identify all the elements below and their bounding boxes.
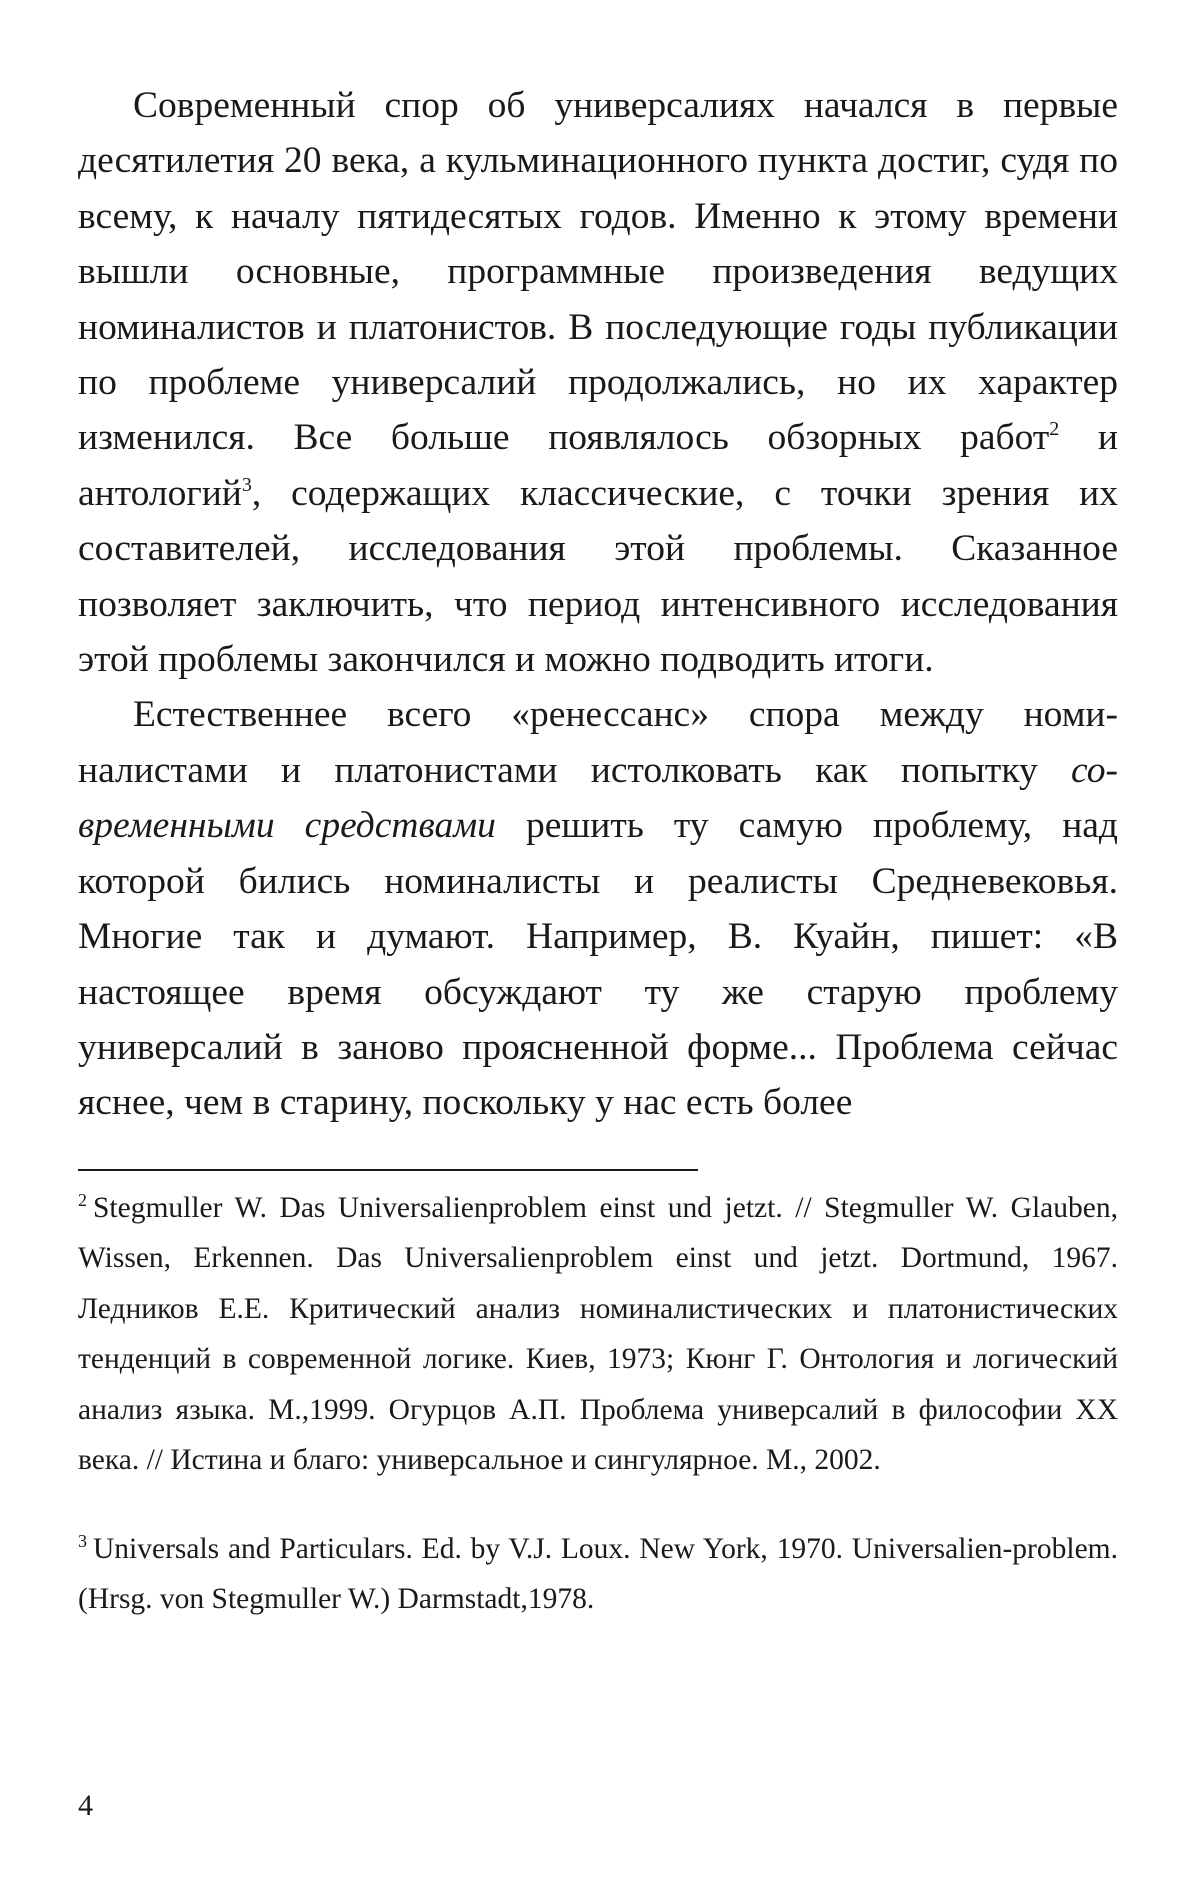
paragraph-2-text: Естественнее всего «ренессанс» спора между номиналистами и платонистами истолковать как попытку [78,694,1118,791]
footnote-3-text: Universals and Particulars. Ed. by V.J. Loux. New York, 1970. Universalien-problem. (Hrsg. von Stegmuller W.) Darmstadt,1978. [78,1532,1118,1616]
footnote-3 [78,1524,1118,1625]
body-text [78,78,1118,1131]
page [78,78,1118,1625]
footnote-mark-2: 2 [78,1189,87,1210]
paragraph-1 [78,78,1118,687]
paragraph-1-text-mid: и антологий [78,417,1118,514]
footnotes [78,1183,1118,1625]
footnote-separator [78,1169,698,1171]
paragraph-1-text: Современный спор об универсалиях начался в первые десятилетия 20 века, а кульминационного пункта достиг, судя по всему, к началу пятидесятых годов. Именно к этому времени вышли основные, программные произведения ведущих номиналистов и платонистов. В последующие годы публикации по проблеме универсалий продолжались, но их характер изменился. Все больше появлялось обзорных работ [78,85,1118,459]
footnote-mark-3: 3 [78,1530,87,1551]
footnote-ref-2: 2 [1049,418,1060,441]
page-number: 4 [78,1789,93,1822]
paragraph-1-text-end: , содержащих классические, с точки зрения их составителей, исследования этой проблемы. Сказанное позволяет заключить, что период интенсивного исследования этой проблемы закончился и можно подводить итоги. [78,472,1118,681]
footnote-ref-3: 3 [241,473,252,496]
footnote-2 [78,1183,1118,1486]
paragraph-2-text-end: решить ту самую проблему, над которой бились номиналисты и реалисты Средневековья. Многие так и думают. Например, В. Куайн, пишет: «В настоящее время обсуждают ту же старую проблему универсалий в заново проясненной форме... Проблема сейчас яснее, чем в старину, поскольку у нас есть более [78,805,1118,1124]
paragraph-2-italic: современными средствами [78,749,1118,847]
footnote-2-text: Stegmuller W. Das Universalienproblem einst und jetzt. // Stegmuller W. Glauben, Wissen, Erkennen. Das Universalienproblem einst und jetzt. Dortmund, 1967. Ледников Е.Е. Критический анализ номиналистических и платонистических тенденций в современной логике. Киев, 1973; Кюнг Г. Онтология и логический анализ языка. М.,1999. Огурцов А.П. Проблема универсалий в философии XX века. // Истина и благо: универсальное и сингулярное. М., 2002. [78,1191,1118,1477]
paragraph-2 [78,687,1118,1130]
